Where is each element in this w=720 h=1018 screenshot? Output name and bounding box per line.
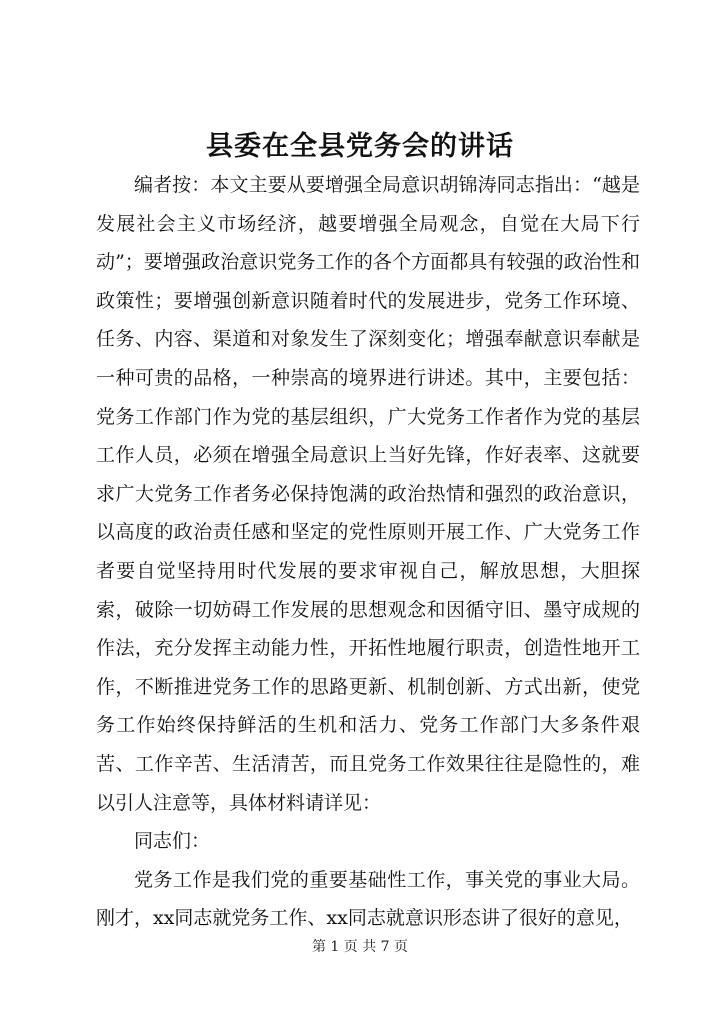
document-body: [96, 166, 640, 938]
salutation-paragraph: 同志们：: [134, 830, 211, 853]
body-paragraph: 党务工作是我们党的重要基础性工作，事关党的事业大局。刚才，xx同志就党务工作、xx同志就意识形态讲了很好的意见，: [96, 868, 640, 930]
document-title: 县委在全县党务会的讲话: [206, 131, 514, 162]
page-number-footer: 第 1 页 共 7 页: [311, 939, 409, 955]
editor-note-paragraph: 编者按：本文主要从要增强全局意识胡锦涛同志指出：“越是发展社会主义市场经济，越要增强全局观念，自觉在大局下行动”；要增强政治意识党务工作的各个方面都具有较强的政治性和政策性；要增强创新意识随着时代的发展进步，党务工作环境、任务、内容、渠道和对象发生了深刻变化；增强奉献意识奉献是一种可贵的品格，一种崇高的境界进行讲述。其中，主要包括：党务工作部门作为党的基层组织，广大党务工作者作为党的基层工作人员，必须在增强全局意识上当好先锋，作好表率、这就要求广大党务工作者务必保持饱满的政治热情和强烈的政治意识，以高度的政治责任感和坚定的党性原则开展工作、广大党务工作者要自觉坚持用时代发展的要求审视自己，解放思想，大胆探索，破除一切妨碍工作发展的思想观念和因循守旧、墨守成规的作法，充分发挥主动能力性，开拓性地履行职责，创造性地开工作，不断推进党务工作的思路更新、机制创新、方式出新，使党务工作始终保持鲜活的生机和活力、党务工作部门大多条件艰苦、工作辛苦、生活清苦，而且党务工作效果往往是隐性的，难以引人注意等，具体材料请详见：: [96, 174, 640, 814]
